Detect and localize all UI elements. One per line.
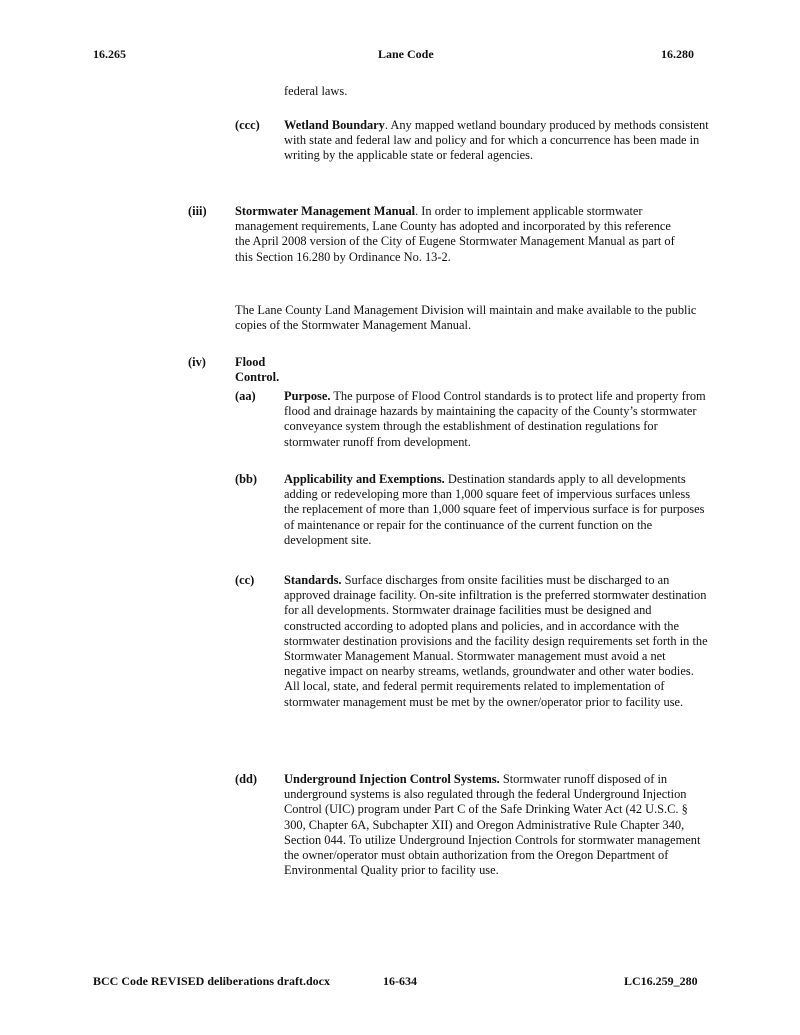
subsection-ccc-label: (ccc) [235, 118, 260, 132]
subsection-aa-label: (aa) [235, 389, 256, 403]
header-section-end: 16.280 [661, 47, 694, 61]
subsection-dd-text [284, 772, 712, 878]
subsection-cc-title: Standards. [284, 573, 342, 587]
subsection-cc-body: Surface discharges from onsite facilities must be discharged to an approved drainage facility. On-site infiltration is the preferred stormwater destination for all developments. Stormwater drainage facilities must be designed and constructed according to adopted plans and policies, and in accordance with the stormwater destination provisions and the facility design requirements set forth in the Stormwater Management Manual. Stormwater management must avoid a net negative impact on nearby streams, wetlands, groundwater and other water bodies. All local, state, and federal permit requirements related to implementation of stormwater management must be met by the owner/operator prior to facility use. [284, 573, 708, 709]
subsection-aa-text [284, 389, 708, 450]
subsection-iv-label: (iv) [188, 355, 206, 369]
subsection-iv-title: Flood Control. [235, 355, 280, 385]
subsection-cc-text [284, 573, 710, 710]
subsection-ccc-text [284, 118, 710, 164]
subsection-iii-body: . In order to implement applicable stormwater management requirements, Lane County has adopted and incorporated by this reference the April 2008 version of the City of Eugene Stormwater Management Manual as part of this Section 16.280 by Ordinance No. 13-2. [235, 204, 675, 264]
subsection-iii-text [235, 204, 689, 265]
footer-page-number: 16-634 [383, 974, 417, 988]
subsection-aa-title: Purpose. [284, 389, 331, 403]
subsection-iii-label: (iii) [188, 204, 207, 218]
subsection-bb-title: Applicability and Exemptions. [284, 472, 445, 486]
subsection-dd-label: (dd) [235, 772, 258, 786]
subsection-cc-label: (cc) [235, 573, 255, 587]
subsection-ccc-title: Wetland Boundary [284, 118, 385, 132]
subsection-dd-title: Underground Injection Control Systems. [284, 772, 500, 786]
header-section-start: 16.265 [93, 47, 126, 61]
subsection-bb-body: Destination standards apply to all developments adding or redeveloping more than 1,000 square feet of impervious surfaces unless the replacement of more than 1,000 square feet of impervious surface is for purposes of maintenance or repair for the continuance of the current function on the development site. [284, 472, 705, 547]
header-title: Lane Code [378, 47, 434, 61]
subsection-ccc-body: . Any mapped wetland boundary produced by methods consistent with state and federal law and policy and for which a concurrence has been made in writing by the applicable state or federal agencies. [284, 118, 709, 163]
footer-filename: BCC Code REVISED deliberations draft.docx [93, 974, 331, 988]
subsection-bb-label: (bb) [235, 472, 258, 486]
subsection-iii-title: Stormwater Management Manual [235, 204, 416, 218]
subsection-iii-paragraph-2: The Lane County Land Management Division will maintain and make available to the public copies of the Stormwater Management Manual. [235, 303, 697, 333]
subsection-aa-body: The purpose of Flood Control standards is to protect life and property from flood and drainage hazards by maintaining the capacity of the County’s stormwater conveyance system through the establishment of destination regulations for stormwater runoff from development. [284, 389, 706, 449]
continuation-text: federal laws. [284, 84, 348, 98]
subsection-bb-text [284, 472, 708, 548]
footer-document-id: LC16.259_280 [624, 974, 698, 988]
subsection-dd-body: Stormwater runoff disposed of in underground systems is also regulated through the federal Underground Injection Control (UIC) program under Part C of the Safe Drinking Water Act (42 U.S.C. § 300, Chapter 6A, Subchapter XII) and Oregon Administrative Rule Chapter 340, Section 044. To utilize Underground Injection Controls for stormwater management the owner/operator must obtain authorization from the Oregon Department of Environmental Quality prior to facility use. [284, 772, 701, 878]
